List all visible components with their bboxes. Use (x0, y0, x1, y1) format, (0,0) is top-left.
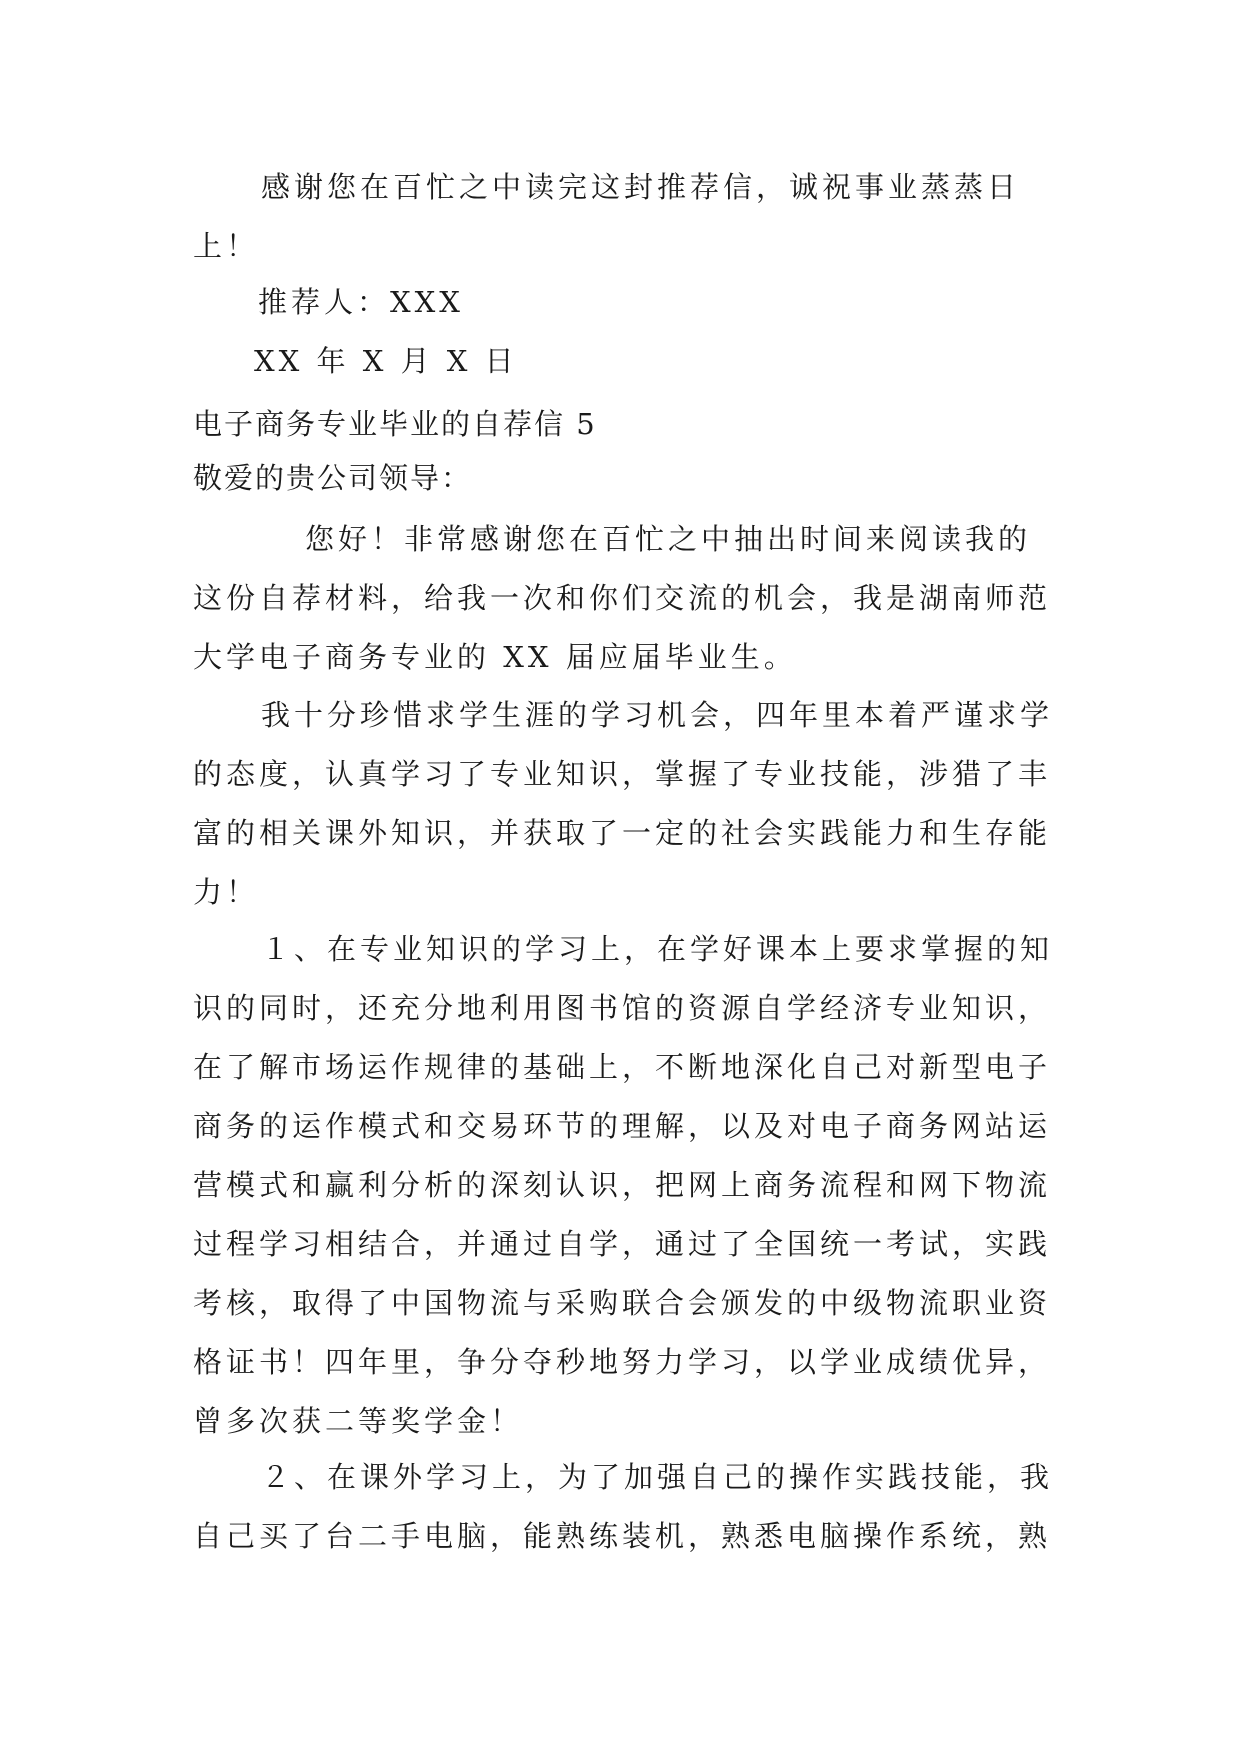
greeting-paragraph: 您好！非常感谢您在百忙之中抽出时间来阅读我的这份自荐材料，给我一次和你们交流的机会，我是湖南师范大学电子商务专业的 XX 届应届毕业生。 (193, 522, 1052, 674)
point-1-paragraph: １、在专业知识的学习上，在学好课本上要求掌握的知识的同时，还充分地利用图书馆的资源自学经济专业知识，在了解市场运作规律的基础上，不断地深化自己对新型电子商务的运作模式和交易环节的理解，以及对电子商务网站运营模式和赢利分析的深刻认识，把网上商务流程和网下物流过程学习相结合，并通过自学，通过了全国统一考试，实践考核，取得了中国物流与采购联合会颁发的中级物流职业资格证书！四年里，争分夺秒地努力学习，以学业成绩优异，曾多次获二等奖学金！ (193, 932, 1054, 1438)
recommender-signature: 推荐人：XXX (258, 285, 464, 319)
point-2-paragraph: ２、在课外学习上，为了加强自己的操作实践技能，我自己买了台二手电脑，能熟练装机，熟悉电脑操作系统，熟 (193, 1460, 1054, 1553)
closing-thanks-paragraph: 感谢您在百忙之中读完这封推荐信，诚祝事业蒸蒸日上！ (193, 170, 1021, 263)
letter-heading: 电子商务专业毕业的自荐信 5 (193, 407, 597, 441)
study-paragraph: 我十分珍惜求学生涯的学习机会，四年里本着严谨求学的态度，认真学习了专业知识，掌握了专业技能，涉猎了丰富的相关课外知识，并获取了一定的社会实践能力和生存能力！ (193, 698, 1054, 909)
signature-date: XX 年 X 月 X 日 (254, 344, 518, 378)
salutation: 敬爱的贵公司领导： (193, 461, 473, 495)
